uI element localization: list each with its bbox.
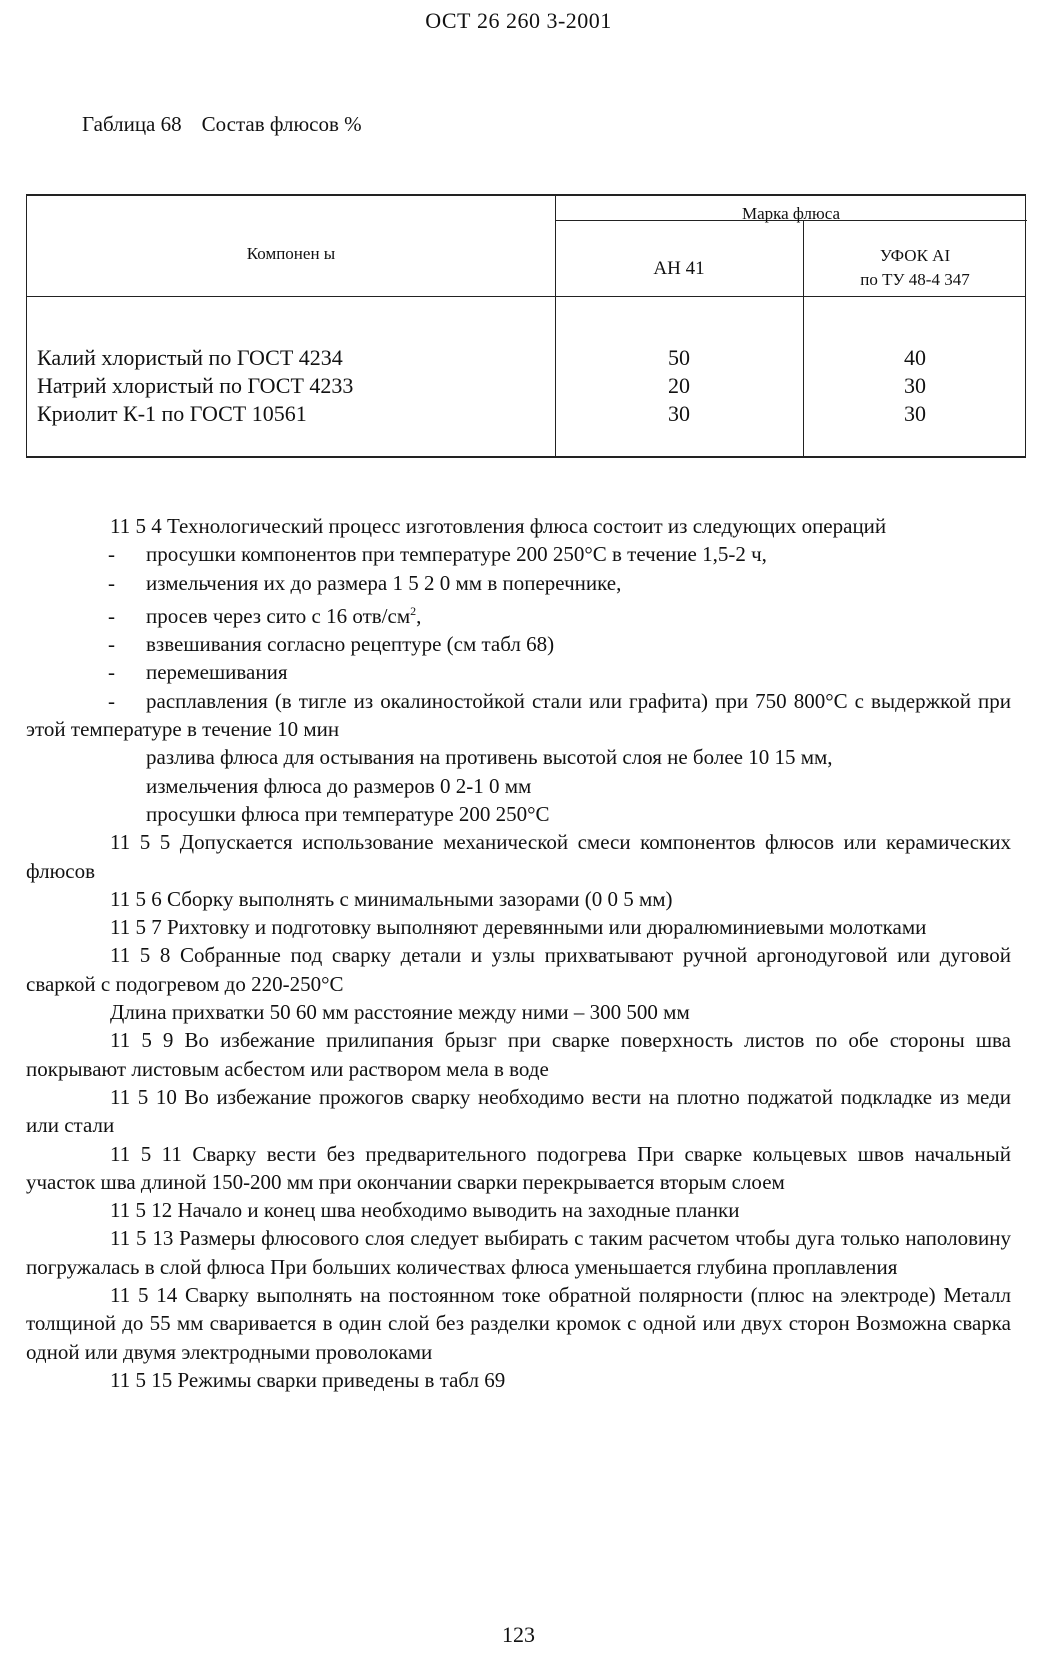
column-header-ufok [803,244,1027,292]
table-caption-label: Габлица 68 [82,112,182,136]
column-header-ufok-line2: по ТУ 48-4 347 [860,270,970,289]
table-caption-title: Состав флюсов % [201,112,362,136]
table-row-name: Калий хлористый по ГОСТ 4234 [37,345,343,370]
superscript: 2 [410,603,417,618]
table-rule [27,296,1025,297]
table-row-name: Криолит К-1 по ГОСТ 10561 [37,401,307,426]
list-item: - взвешивания согласно рецептуре (см табл 68) [108,632,555,657]
component-names [37,344,353,428]
ufok-values [803,344,1027,428]
list-item-text: просушки компонентов при температуре 200 250°С в течение 1,5-2 ч, [146,542,767,567]
paragraph-11-5-13: 11 5 13 Размеры флюсового слоя следует выбирать с таким расчетом чтобы дуга только наполовину погружалась в слой флюса При больших количествах флюса уменьшается глубина проплавления [26,1226,1011,1279]
paragraph-11-5-12: 11 5 12 Начало и конец шва необходимо выводить на заходные планки [110,1198,740,1223]
paragraph-11-5-11: 11 5 11 Сварку вести без предварительного подогрева При сварке кольцевых швов начальный участок шва длиной 150-200 мм при окончании сварки перекрывается вторым слоем [26,1141,1011,1194]
paragraph-11-5-10: 11 5 10 Во избежание прожогов сварку необходимо вести на плотно поджатой подкладке из меди или стали [26,1084,1011,1138]
sub-item: измельчения флюса до размеров 0 2-1 0 мм [146,773,532,798]
paragraph-11-5-7: 11 5 7 Рихтовку и подготовку выполняют деревянными или дюралюминиевыми молотками [110,915,927,940]
paragraph-11-5-5: 11 5 5 Допускается использование механической смеси компонентов флюсов или керамических флюсов [26,830,1011,883]
table-cell: 30 [904,373,926,398]
paragraph-tack-length: Длина прихватки 50 60 мм расстояние между ними – 300 500 мм [110,1000,690,1025]
paragraph-11-5-4: 11 5 4 Технологический процесс изготовления флюса состоит из следующих операций [110,514,887,538]
table-cell: 40 [904,345,926,370]
page-number: 123 [502,1622,535,1647]
paragraph-11-5-14: 11 5 14 Сварку выполнять на постоянном токе обратной полярности (плюс на электроде) Металл толщиной до 55 мм сваривается в один слой без разделки кромок с одной или двух сторон Возможна сварка одной или двумя электродными проволоками [26,1283,1011,1364]
document-body [26,512,1011,1394]
list-item: - просушки компонентов при температуре 200 250°С в течение 1,5-2 ч, [108,542,767,567]
sub-item: разлива флюса для остывания на противень высотой слоя не более 10 15 мм, [146,745,833,770]
list-item: - перемешивания [108,660,288,685]
flux-composition-table [26,194,1026,458]
list-item-wrapped: - расплавления (в тигле из окалиностойкой стали или графита) при 750 800°С с выдержкой при этой температуре в течение 10 мин [26,688,1011,742]
column-header-an41: АН 41 [653,258,705,279]
list-item-text: просев через сито с 16 отв/см [146,603,411,628]
sub-item: просушки флюса при температуре 200 250°С [146,801,550,826]
column-header-ufok-line1: УФОК AI [879,246,951,265]
document-header: ОСТ 26 260 3-2001 [425,8,612,33]
list-item-text: измельчения их до размера 1 5 2 0 мм в поперечнике, [146,570,622,595]
list-item: - просев через сито с 16 отв/$см^2$, [108,603,422,628]
table-row-name: Натрий хлористый по ГОСТ 4233 [37,373,354,398]
list-item: - измельчения их до размера 1 5 2 0 мм в поперечнике, [108,570,622,595]
paragraph-11-5-15: 11 5 15 Режимы сварки приведены в табл 69 [110,1367,506,1392]
brand-header: Марка флюса [741,204,841,223]
paragraph-11-5-8: 11 5 8 Собранные под сварку детали и узлы прихватывают ручной аргонодуговой или дуговой сваркой с подогревом до 220-250°С [26,943,1011,996]
list-item-text: взвешивания согласно рецептуре (см табл 68) [146,632,555,657]
table-cell: 30 [668,401,690,426]
table-cell: 30 [904,401,926,426]
component-header: Компонен ы [246,244,336,263]
list-item-text: перемешивания [146,660,288,685]
an41-values [555,344,803,428]
paragraph-11-5-6: 11 5 6 Сборку выполнять с минимальными зазорами (0 0 5 мм) [110,886,673,911]
table-caption [82,112,362,137]
table-cell: 50 [668,345,690,370]
paragraph-11-5-9: 11 5 9 Во избежание прилипания брызг при сварке поверхность листов по обе стороны шва покрывают листовым асбестом или раствором мела в воде [26,1028,1011,1081]
list-item-text: расплавления (в тигле из окалиностойкой стали или графита) при 750 800°С с выдержкой при этой температуре в течение 10 мин [26,688,1011,742]
list-item-tail: , [416,603,422,628]
table-cell: 20 [668,373,690,398]
